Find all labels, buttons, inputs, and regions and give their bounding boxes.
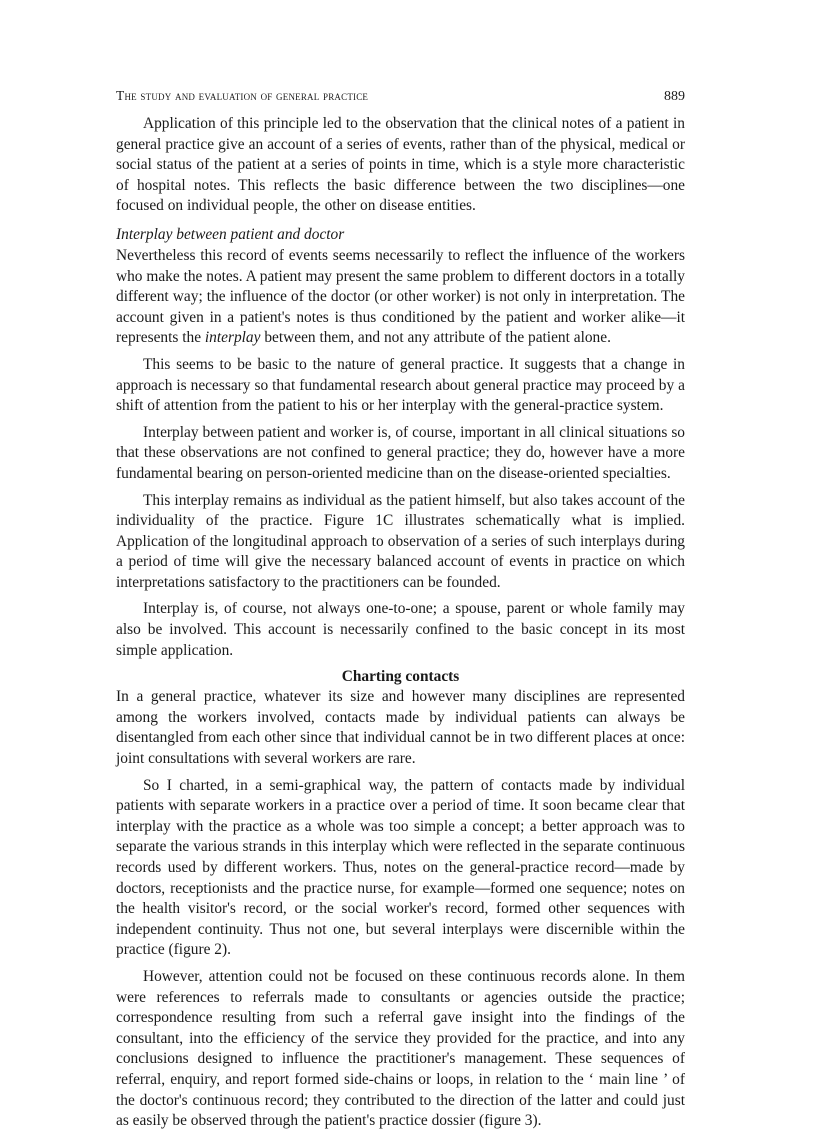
paragraph-2-text-after: between them, and not any attribute of the patient alone. [260, 329, 611, 347]
article-page [116, 88, 685, 1138]
page-number: 889 [664, 89, 685, 104]
section-heading-charting-contacts: Charting contacts [341, 668, 460, 686]
paragraph-3: This seems to be basic to the nature of general practice. It suggests that a change in approach is necessary so that fundamental research about general practice may proceed by a shift of attention from the patient to his or her interplay with the general-practice system. [116, 355, 685, 415]
running-title: The study and evaluation of general practice [116, 88, 369, 103]
paragraph-1: Application of this principle led to the observation that the clinical notes of a patient in general practice give an account of a series of events, rather than of the physical, medical or social status of the patient at a series of points in time, which is a style more characteristic of hospital notes. This reflects the basic difference between the two disciplines—one focused on individual people, the other on disease entities. [116, 115, 685, 215]
paragraph-9: However, attention could not be focused on these continuous records alone. In them were references to referrals made to consultants or agencies outside the practice; correspondence resulting from such a referral gave insight into the findings of the consultant, into the efficiency of the service they provided for the practice, and into any conclusions designed to influence the practitioner's management. These sequences of referral, enquiry, and report formed side-chains or loops, in relation to the ‘ main line ’ of the doctor's continuous record; they contributed to the direction of the latter and could just as easily be observed through the patient's practice dossier (figure 3). [116, 967, 685, 1130]
paragraph-8: So I charted, in a semi-graphical way, the pattern of contacts made by individual patients with separate workers in a practice over a period of time. It soon became clear that interplay with the practice as a whole was too simple a concept; a better approach was to separate the various strands in this interplay which were reflected in the separate continuous records used by different workers. Thus, notes on the general-practice record—made by doctors, receptionists and the practice nurse, for example—formed one sequence; notes on the health visitor's record, or the social worker's record, formed other sequences with independent continuity. Thus not one, but several interplays were discernible within the practice (figure 2). [116, 776, 685, 959]
paragraph-2-emphasis: interplay [204, 329, 261, 347]
paragraph-2 [116, 246, 685, 349]
paragraph-6: Interplay is, of course, not always one-to-one; a spouse, parent or whole family may also be involved. This account is necessarily confined to the basic concept in its most simple application. [116, 600, 685, 659]
running-header [116, 88, 685, 110]
paragraph-4: Interplay between patient and worker is, of course, important in all clinical situations so that these observations are not confined to general practice; they do, however have a more fundamental bearing on person-oriented medicine than on the disease-oriented specialties. [116, 423, 685, 482]
paragraph-7: In a general practice, whatever its size and however many disciplines are represented among the workers involved, contacts made by individual patients can always be disentangled from each other since that individual cannot be in two different places at once: joint consultations with several workers are rare. [116, 688, 685, 768]
paragraph-5: This interplay remains as individual as the patient himself, but also takes account of the individuality of the practice. Figure 1C illustrates schematically what is implied. Application of the longitudinal approach to observation of a series of such interplays during a period of time will give the necessary balanced account of events in practice on which interpretations satisfactory to the practitioners can be founded. [116, 491, 685, 591]
paragraph-2-text-before: Nevertheless this record of events seems necessarily to reflect the influence of the workers who make the notes. A patient may present the same problem to different doctors in a totally different way; the influence of the doctor (or other worker) is not only in interpretation. The account given in a patient's notes is thus conditioned by the patient and worker alike—it represents the [116, 246, 685, 347]
subheading-interplay: Interplay between patient and doctor [116, 225, 345, 243]
